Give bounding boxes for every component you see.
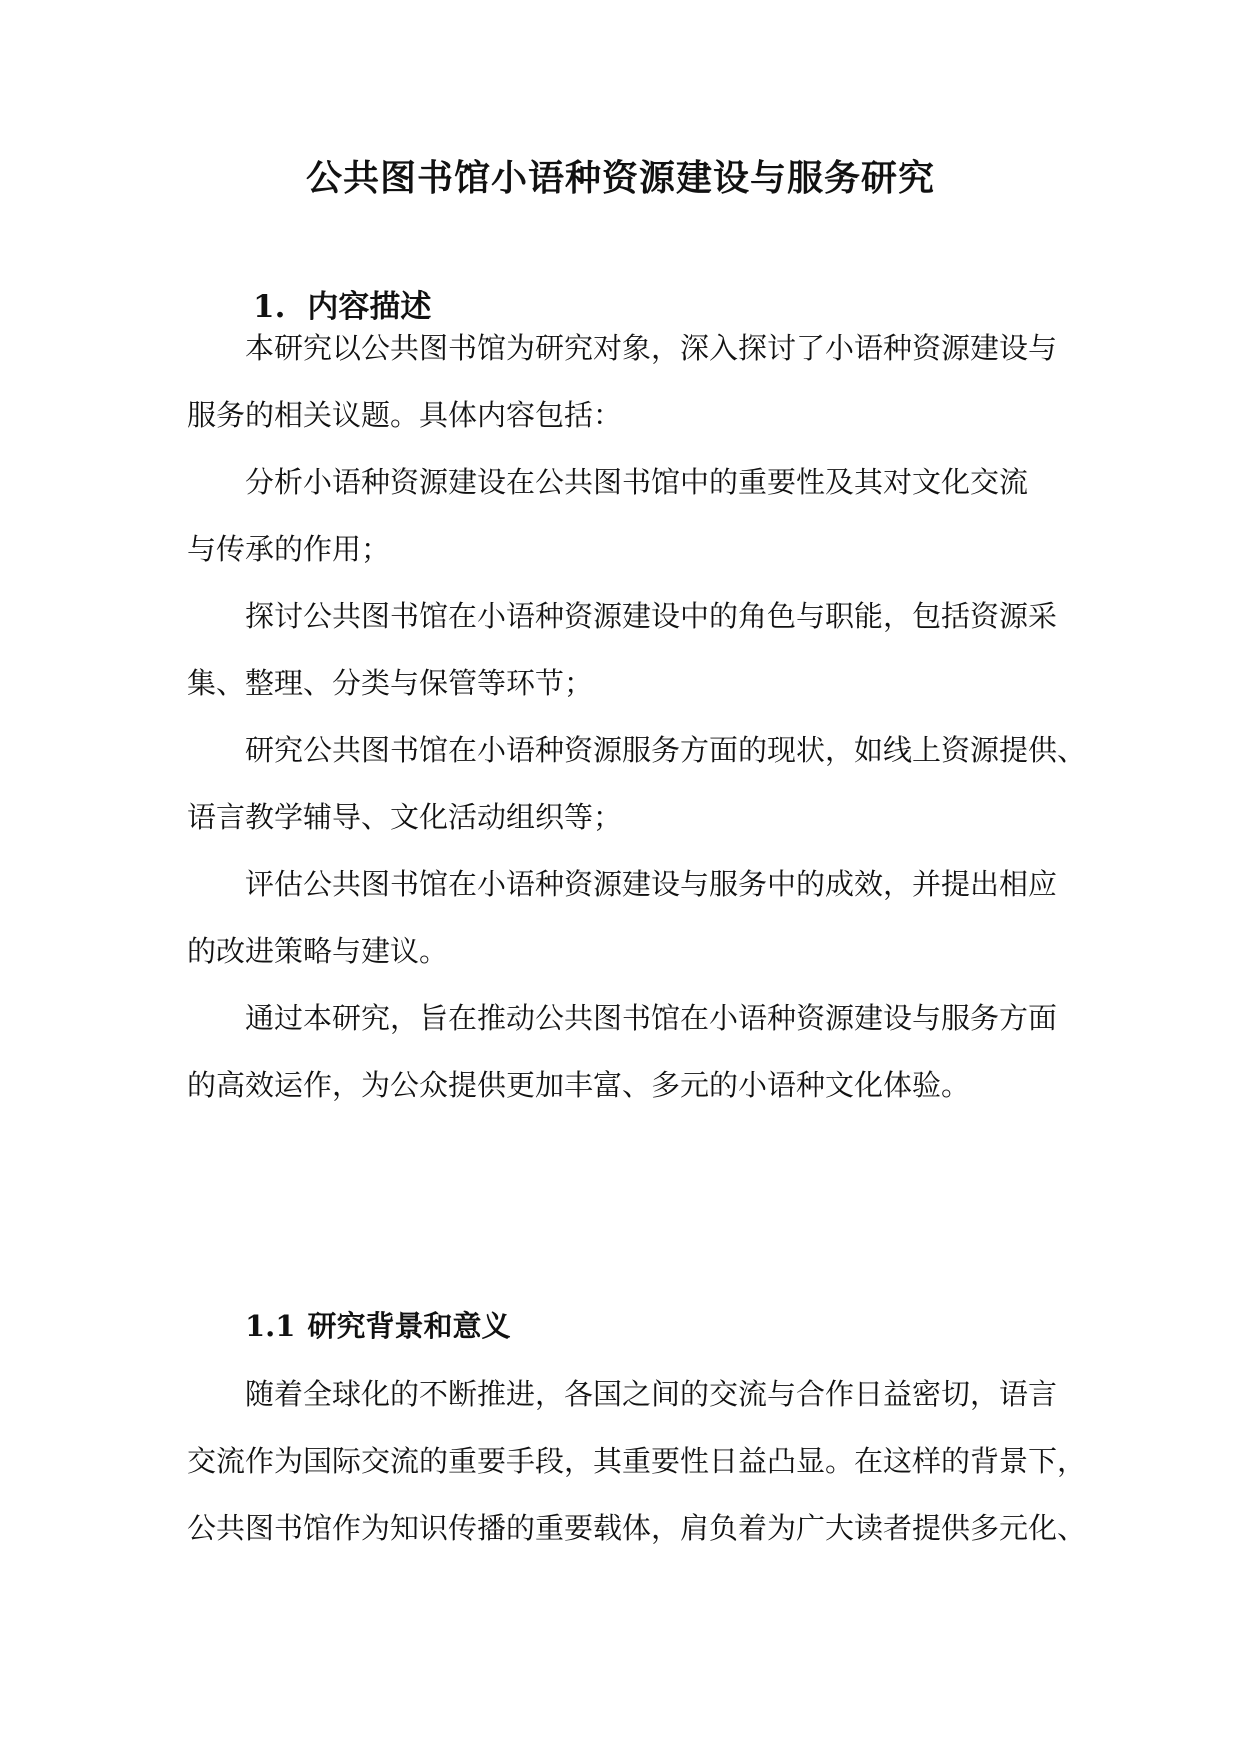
paragraph-line: 集、整理、分类与保管等环节； [187, 666, 594, 700]
subsection-title: 研究背景和意义 [307, 1309, 511, 1343]
paragraph-line: 语言教学辅导、文化活动组织等； [187, 800, 623, 834]
section-heading-1-1 [245, 1302, 510, 1350]
paragraph-line: 服务的相关议题。具体内容包括： [187, 398, 623, 432]
paragraph-line: 的高效运作，为公众提供更加丰富、多元的小语种文化体验。 [187, 1068, 971, 1102]
document-title: 公共图书馆小语种资源建设与服务研究 [305, 157, 935, 199]
paragraph-line: 本研究以公共图书馆为研究对象，深入探讨了小语种资源建设与 [245, 331, 1058, 365]
section-title: 内容描述 [307, 289, 432, 325]
paragraph-line: 与传承的作用； [187, 532, 391, 566]
paragraph-line: 通过本研究，旨在推动公共图书馆在小语种资源建设与服务方面 [245, 1001, 1058, 1035]
paragraph-line: 探讨公共图书馆在小语种资源建设中的角色与职能，包括资源采 [245, 599, 1058, 633]
section-number: 1. [253, 289, 286, 325]
paragraph-line: 的改进策略与建议。 [187, 934, 449, 968]
paragraph-line: 公共图书馆作为知识传播的重要载体，肩负着为广大读者提供多元化、 [187, 1511, 1087, 1545]
paragraph-line: 评估公共图书馆在小语种资源建设与服务中的成效，并提出相应 [245, 867, 1058, 901]
paragraph-line: 随着全球化的不断推进，各国之间的交流与合作日益密切，语言 [245, 1377, 1058, 1411]
paragraph-line: 交流作为国际交流的重要手段，其重要性日益凸显。在这样的背景下， [187, 1444, 1087, 1478]
subsection-number: 1.1 [245, 1309, 296, 1343]
paragraph-line: 研究公共图书馆在小语种资源服务方面的现状，如线上资源提供、 [245, 733, 1087, 767]
section-heading-1 [253, 282, 431, 332]
paragraph-line: 分析小语种资源建设在公共图书馆中的重要性及其对文化交流 [245, 465, 1029, 499]
